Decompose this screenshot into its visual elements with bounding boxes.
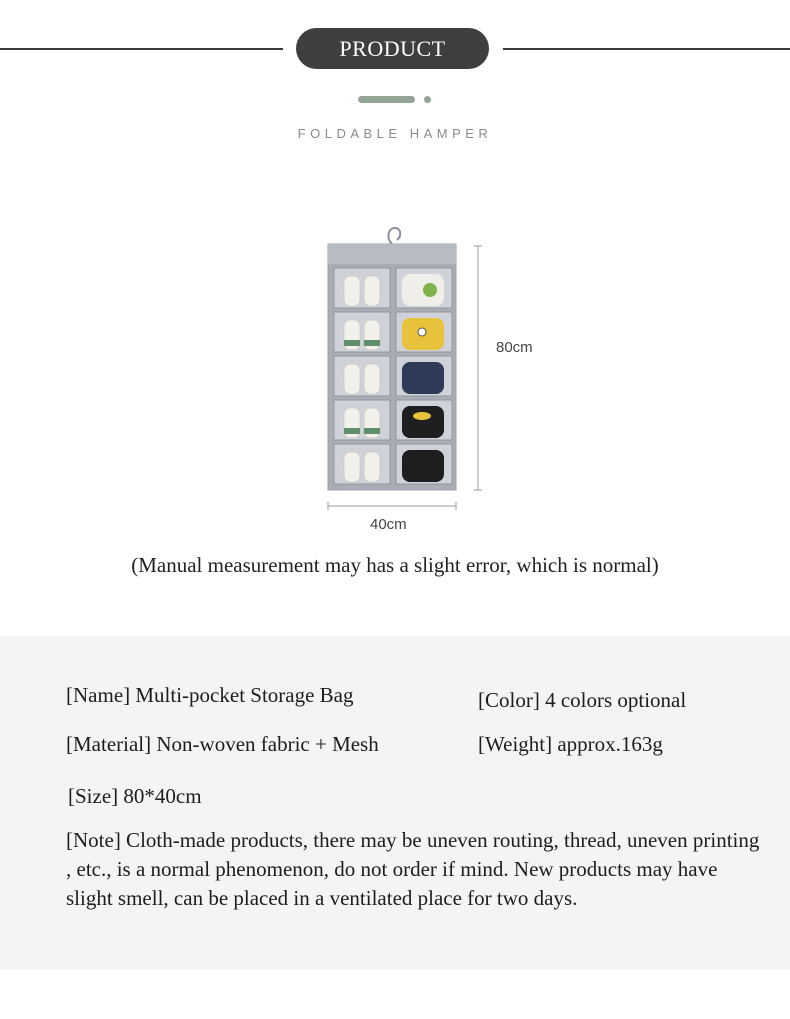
product-image (300, 220, 500, 520)
spec-weight: [Weight] approx.163g (478, 732, 663, 756)
decorative-bar (358, 96, 415, 103)
height-label: 80cm (496, 339, 533, 356)
header-divider-left (0, 48, 283, 50)
decorative-dot (424, 96, 431, 103)
header-divider-right (503, 48, 790, 50)
section-subtitle: FOLDABLE HAMPER (297, 126, 493, 141)
measurement-note: (Manual measurement may has a slight error, which is normal) (131, 553, 659, 577)
spec-color: [Color] 4 colors optional (478, 688, 687, 712)
spec-note: [Note] Cloth-made products, there may be uneven routing, thread, uneven printing , etc., is a normal phenomenon, do not order if mind. New products may have slight smell, can be placed in a ventilated place for two days. (66, 828, 760, 910)
spec-size: [Size] 80*40cm (68, 784, 202, 808)
spec-material: [Material] Non-woven fabric + Mesh (66, 732, 379, 756)
spec-name: [Name] Multi-pocket Storage Bag (66, 683, 354, 707)
section-badge: PRODUCT (296, 28, 489, 69)
width-label: 40cm (370, 516, 407, 533)
